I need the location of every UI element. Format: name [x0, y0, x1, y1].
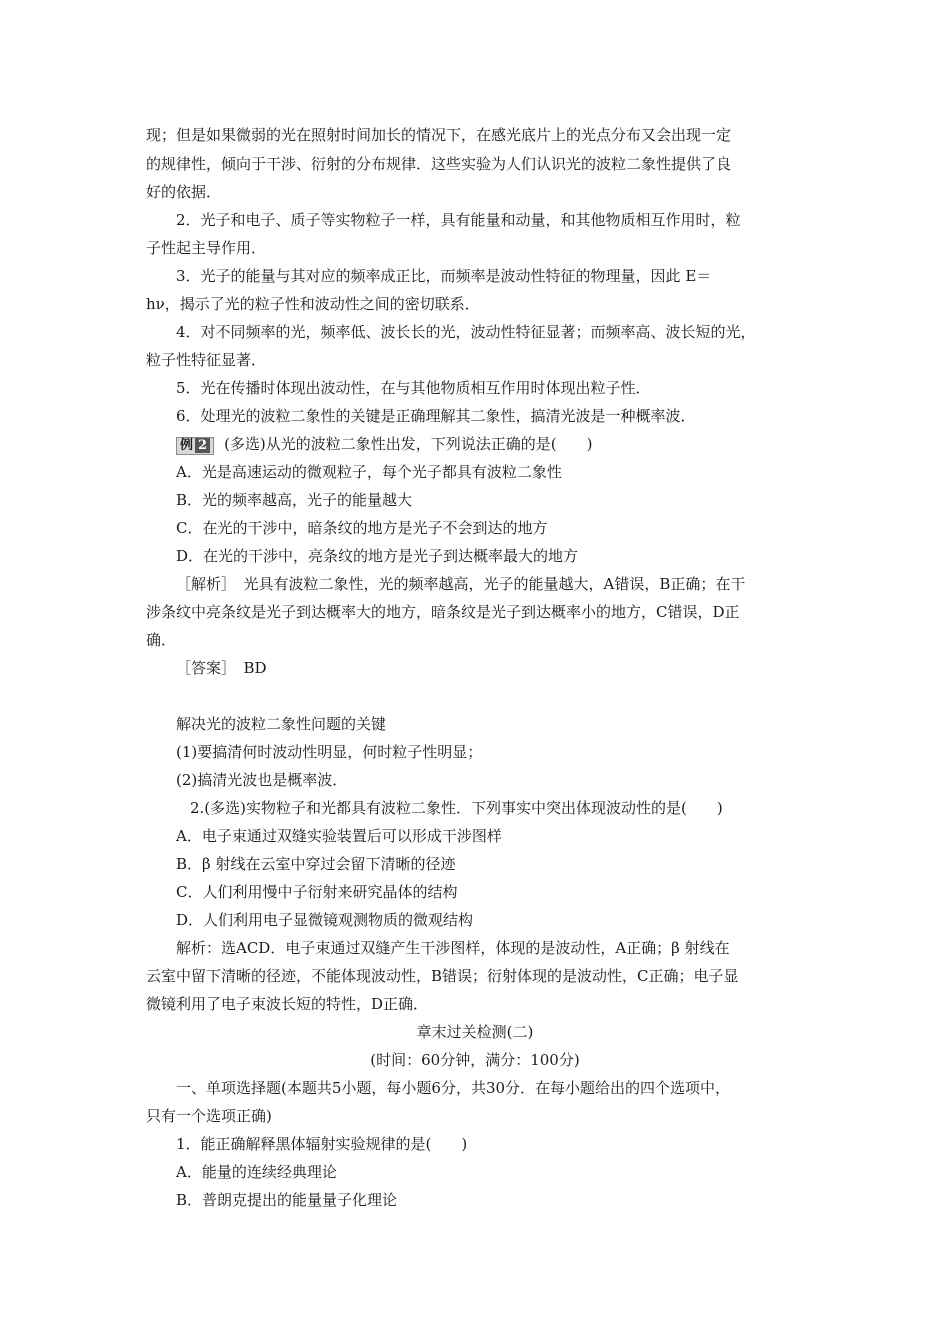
point-2-line-2: 子性起主导作用．	[146, 239, 267, 257]
exercise-2-question: 2.(多选)实物粒子和光都具有波粒二象性．下列事实中突出体现波动性的是( )	[190, 799, 723, 817]
intro-line-2: 的规律性，倾向于干涉、衍射的分布规律．这些实验为人们认识光的波粒二象性提供了良	[146, 155, 732, 173]
exercise-2-option-d: D．人们利用电子显微镜观测物质的微观结构	[176, 911, 474, 929]
example-2-question: (多选)从光的波粒二象性出发，下列说法正确的是( )	[224, 435, 593, 453]
exercise-2-option-a: A．电子束通过双缝实验装置后可以形成干涉图样	[176, 827, 502, 845]
intro-line-1: 现；但是如果微弱的光在照射时间加长的情况下，在感光底片上的光点分布又会出现一定	[146, 126, 732, 144]
point-3-line-2: hν，揭示了光的粒子性和波动性之间的密切联系．	[146, 295, 480, 313]
example-2-analysis-line-2: 涉条纹中亮条纹是光子到达概率大的地方，暗条纹是光子到达概率小的地方，C错误，D正	[146, 603, 740, 621]
exercise-2-option-b: B．β 射线在云室中穿过会留下清晰的径迹	[176, 855, 456, 873]
test-section-line-2: 只有一个选项正确)	[146, 1107, 272, 1125]
point-4-line-2: 粒子性特征显著．	[146, 351, 267, 369]
example-2-analysis-line-3: 确．	[146, 631, 177, 649]
exercise-2-analysis-line-3: 微镜利用了电子束波长短的特性，D正确．	[146, 995, 429, 1013]
point-6: 6．处理光的波粒二象性的关键是正确理解其二象性，搞清光波是一种概率波．	[176, 407, 696, 425]
intro-line-3: 好的依据．	[146, 183, 222, 201]
point-2-line-1: 2．光子和电子、质子等实物粒子一样，具有能量和动量，和其他物质相互作用时，粒	[176, 211, 741, 229]
test-subtitle: (时间：60分钟，满分：100分)	[370, 1051, 580, 1069]
key-item-1: (1)要搞清何时波动性明显，何时粒子性明显；	[176, 743, 483, 761]
test-title: 章末过关检测(二)	[416, 1023, 534, 1041]
example-2-question-line	[176, 434, 844, 455]
example-2-option-a: A．光是高速运动的微观粒子，每个光子都具有波粒二象性	[176, 463, 562, 481]
point-4-line-1: 4．对不同频率的光，频率低、波长长的光，波动性特征显著；而频率高、波长短的光，	[176, 323, 756, 341]
example-2-option-d: D．在光的干涉中，亮条纹的地方是光子到达概率最大的地方	[176, 547, 579, 565]
test-section-line-1: 一、单项选择题(本题共5小题，每小题6分，共30分．在每小题给出的四个选项中，	[176, 1079, 731, 1097]
example-2-analysis-line-1: ［解析］ 光具有波粒二象性，光的频率越高，光子的能量越大，A错误，B正确；在干	[176, 575, 746, 593]
point-3-line-1: 3．光子的能量与其对应的频率成正比，而频率是波动性特征的物理量，因此 E＝	[176, 267, 712, 285]
test-question-1-option-b: B．普朗克提出的能量量子化理论	[176, 1191, 398, 1209]
test-question-1-option-a: A．能量的连续经典理论	[176, 1163, 337, 1181]
point-5: 5．光在传播时体现出波动性，在与其他物质相互作用时体现出粒子性．	[176, 379, 651, 397]
exercise-2-option-c: C．人们利用慢中子衍射来研究晶体的结构	[176, 883, 458, 901]
exercise-2-analysis-line-1: 解析：选ACD．电子束通过双缝产生干涉图样，体现的是波动性，A正确；β 射线在	[176, 939, 730, 957]
example-2-answer: ［答案］ BD	[176, 659, 267, 677]
example-2-option-c: C．在光的干涉中，暗条纹的地方是光子不会到达的地方	[176, 519, 548, 537]
key-title: 解决光的波粒二象性问题的关键	[176, 715, 387, 733]
test-question-1: 1．能正确解释黑体辐射实验规律的是( )	[176, 1135, 468, 1153]
key-item-2: (2)搞清光波也是概率波．	[176, 771, 348, 789]
exercise-2-analysis-line-2: 云室中留下清晰的径迹，不能体现波动性，B错误；衍射体现的是波动性，C正确；电子显	[146, 967, 739, 985]
example-2-option-b: B．光的频率越高，光子的能量越大	[176, 491, 413, 509]
example-badge: 例 2	[176, 437, 214, 455]
